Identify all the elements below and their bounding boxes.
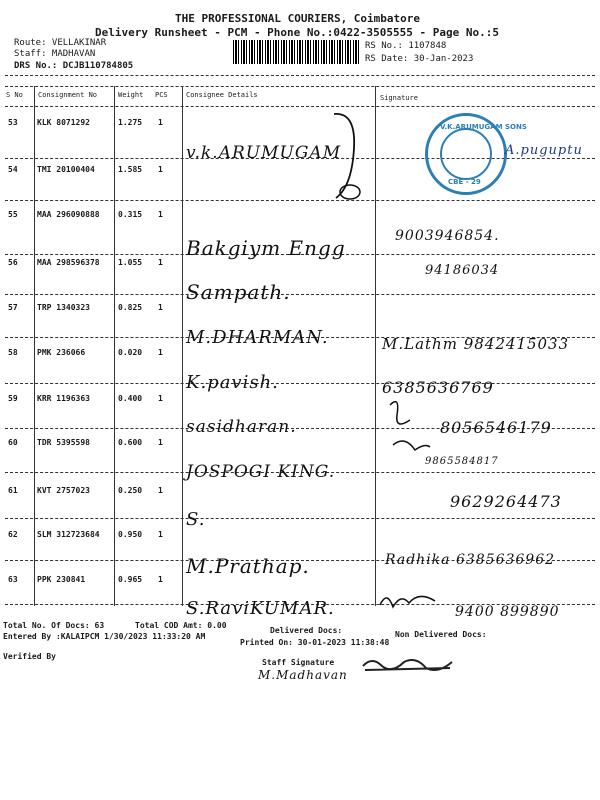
row-sno: 53: [8, 118, 18, 127]
row-pcs: 1: [158, 210, 163, 219]
row-consignment: MAA 298596378: [37, 258, 100, 267]
row-weight: 0.600: [118, 438, 143, 447]
rs-date: RS Date: 30-Jan-2023: [365, 54, 474, 64]
handwritten-consignee: Bakgiym Engg: [186, 236, 346, 260]
divider: [5, 75, 595, 76]
row-sno: 55: [8, 210, 18, 219]
col-header-weight: Weight: [118, 91, 144, 99]
printed-on: Printed On: 30-01-2023 11:38:48: [240, 638, 390, 647]
handwritten-signature: A.puguptu: [505, 143, 583, 158]
row-weight: 0.825: [118, 303, 143, 312]
divider: [5, 294, 595, 295]
divider: [5, 383, 595, 384]
handwritten-consignee: S.RaviKUMAR.: [186, 598, 335, 619]
divider: [5, 200, 595, 201]
row-consignment: PMK 236066: [37, 348, 86, 357]
row-weight: 0.020: [118, 348, 143, 357]
handwritten-signature: 94186034: [425, 263, 500, 278]
divider: [5, 106, 595, 107]
staff-signature-handwritten: M.Madhavan: [258, 668, 348, 682]
handwritten-signature: 9003946854.: [395, 228, 500, 244]
signature-scribble: [360, 654, 455, 676]
row-weight: 1.275: [118, 118, 143, 127]
total-docs: Total No. Of Docs: 63: [3, 621, 105, 630]
handwritten-signature: 8056546179: [440, 418, 552, 437]
stamp-text-top: V.K.ARUMUGAM SONS: [440, 123, 527, 131]
drs-number: DRS No.: DCJB110784805: [14, 61, 134, 71]
row-weight: 1.055: [118, 258, 143, 267]
row-pcs: 1: [158, 394, 163, 403]
row-weight: 1.585: [118, 165, 143, 174]
column-rule: [375, 86, 376, 606]
row-sno: 61: [8, 486, 18, 495]
signature-scribble: [375, 585, 445, 615]
bracket-mark: [330, 108, 370, 208]
row-pcs: 1: [158, 303, 163, 312]
handwritten-consignee: M.Prathap.: [186, 554, 310, 578]
non-delivered-docs: Non Delivered Docs:: [395, 630, 487, 639]
row-pcs: 1: [158, 258, 163, 267]
row-consignment: SLM 312723684: [37, 530, 100, 539]
row-consignment: MAA 296090888: [37, 210, 100, 219]
column-rule: [114, 86, 115, 606]
row-weight: 0.315: [118, 210, 143, 219]
row-pcs: 1: [158, 575, 163, 584]
staff-label: Staff: MADHAVAN: [14, 49, 96, 59]
col-header-consignee: Consignee Details: [186, 91, 258, 99]
row-pcs: 1: [158, 165, 163, 174]
row-sno: 63: [8, 575, 18, 584]
handwritten-signature: 9865584817: [425, 456, 499, 467]
handwritten-signature: 9400 899890: [455, 604, 560, 620]
handwritten-signature: 6385636769: [382, 378, 494, 397]
handwritten-signature: Radhika 6385636962: [385, 552, 556, 568]
handwritten-consignee: v.k.ARUMUGAM: [186, 143, 342, 163]
stamp-text-bottom: CBE - 29: [448, 178, 481, 186]
row-consignment: TMI 20100404: [37, 165, 95, 174]
handwritten-consignee: K.pavish.: [186, 372, 279, 393]
row-consignment: KRR 1196363: [37, 394, 90, 403]
route-label: Route: VELLAKINAR: [14, 38, 107, 48]
divider: [5, 518, 595, 519]
row-weight: 0.250: [118, 486, 143, 495]
row-consignment: KVT 2757023: [37, 486, 90, 495]
row-pcs: 1: [158, 118, 163, 127]
col-header-pcs: PCS: [155, 91, 168, 99]
row-sno: 57: [8, 303, 18, 312]
document-title: THE PROFESSIONAL COURIERS, Coimbatore: [175, 12, 421, 25]
handwritten-consignee: sasidharan.: [186, 417, 297, 437]
col-header-signature: Signature: [380, 94, 418, 102]
column-rule: [34, 86, 35, 606]
handwritten-consignee: S.: [186, 509, 206, 530]
handwritten-signature: M.Lathm 9842415033: [382, 335, 570, 353]
handwritten-consignee: Sampath.: [186, 280, 291, 304]
row-weight: 0.400: [118, 394, 143, 403]
row-weight: 0.965: [118, 575, 143, 584]
column-rule: [182, 86, 183, 606]
divider: [5, 86, 595, 87]
row-sno: 59: [8, 394, 18, 403]
handwritten-consignee: M.DHARMAN.: [186, 327, 329, 348]
row-sno: 54: [8, 165, 18, 174]
document-subtitle: Delivery Runsheet - PCM - Phone No.:0422-3505555 - Page No.:5: [95, 26, 499, 39]
row-pcs: 1: [158, 438, 163, 447]
row-consignment: TDR 5395598: [37, 438, 90, 447]
delivered-docs: Delivered Docs:: [270, 626, 343, 635]
row-weight: 0.950: [118, 530, 143, 539]
row-sno: 58: [8, 348, 18, 357]
barcode-image: [233, 40, 361, 64]
row-sno: 56: [8, 258, 18, 267]
row-sno: 60: [8, 438, 18, 447]
signature-scribble: [385, 395, 435, 465]
total-cod: Total COD Amt: 0.00: [135, 621, 227, 630]
row-consignment: TRP 1340323: [37, 303, 90, 312]
verified-by: Verified By: [3, 652, 56, 661]
handwritten-consignee: JOSPOGI KING.: [186, 462, 336, 482]
handwritten-signature: 9629264473: [450, 492, 562, 511]
col-header-consignment: Consignment No: [38, 91, 98, 99]
row-sno: 62: [8, 530, 18, 539]
row-consignment: KLK 8071292: [37, 118, 90, 127]
staff-signature-label: Staff Signature: [262, 658, 335, 667]
rs-number: RS No.: 1107848: [365, 41, 447, 51]
entered-by: Entered By :KALAIPCM 1/30/2023 11:33:20 AM: [3, 632, 206, 641]
col-header-sno: S No: [6, 91, 23, 99]
row-pcs: 1: [158, 530, 163, 539]
row-pcs: 1: [158, 486, 163, 495]
row-pcs: 1: [158, 348, 163, 357]
row-consignment: PPK 230841: [37, 575, 86, 584]
